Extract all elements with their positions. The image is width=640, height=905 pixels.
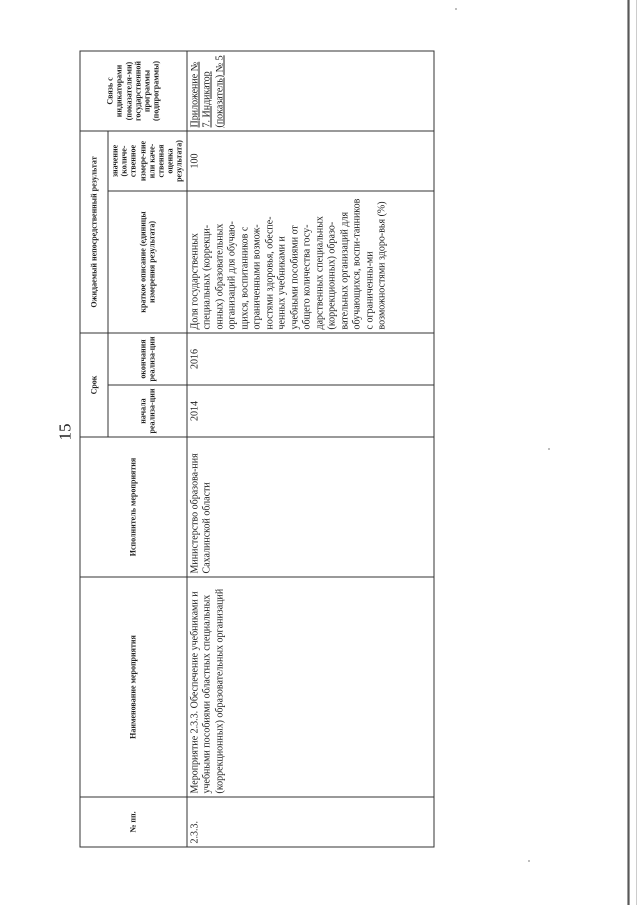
header-result-desc: краткое описание (единицы измерения результата) <box>108 191 187 333</box>
header-end: окончания реализа-ции <box>108 333 187 385</box>
scan-edge <box>627 0 630 905</box>
scan-speck <box>548 448 550 450</box>
cell-end: 2016 <box>187 333 435 385</box>
page-number: 15 <box>55 423 75 441</box>
header-num: № пп. <box>80 797 187 847</box>
scan-speck <box>455 8 457 10</box>
header-link: Связь с индикаторами (показателя-ми) государственной программы (подпрограммы) <box>80 51 187 131</box>
measures-table <box>80 51 435 848</box>
scan-edge-line <box>636 0 637 905</box>
header-executor: Исполнитель мероприятия <box>80 437 187 577</box>
header-name: Наименование мероприятия <box>80 577 187 797</box>
header-term: Срок <box>80 333 108 437</box>
header-row-1 <box>80 51 108 847</box>
cell-result-desc: Доля государственных специальных (коррекци-онных) образовательных организаций для обучаю-щихся, воспитанников с ограниченными возмож-ностями здоровья, обеспе-ченных учебниками и учебными пособиями от общего количества госу-дарственных специальных (коррекционных) образо-вательных организаций для обучающихся, воспи-танников с ограниченны-ми возможностями здоро-вья (%) <box>187 191 435 333</box>
header-result: Ожидаемый непосредственный результат <box>80 131 108 333</box>
rotated-table-wrapper <box>80 52 435 848</box>
header-start: начала реализа-ции <box>108 385 187 437</box>
scan-speck <box>528 860 530 862</box>
cell-result-value: 100 <box>187 131 435 191</box>
cell-name: Мероприятие 2.3.3. Обеспечение учебниками и учебными пособиями областных специальных (коррекционных) образовательных организаций <box>187 577 435 797</box>
cell-link: Приложение № 7. Индикатор (показатель) № 5 <box>187 51 435 131</box>
table-row <box>187 51 435 847</box>
cell-start: 2014 <box>187 385 435 437</box>
cell-executor: Министерство образова-ния Сахалинской области <box>187 437 435 577</box>
cell-num: 2.3.3. <box>187 797 435 847</box>
header-result-value: значение (количе-ственное измере-ние или каче-ственная оценка результата) <box>108 131 187 191</box>
